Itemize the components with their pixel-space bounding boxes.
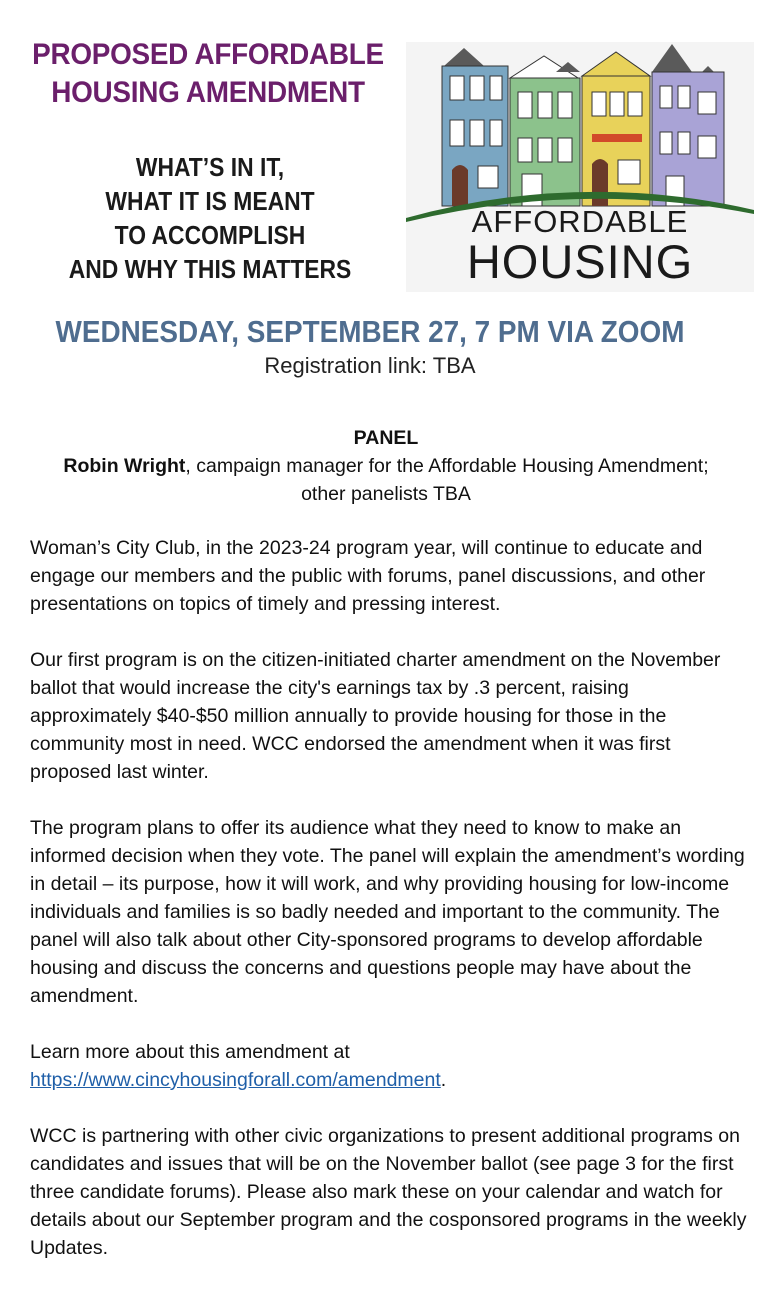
logo-text-affordable: AFFORDABLE bbox=[471, 204, 689, 239]
article-body bbox=[30, 534, 750, 1290]
paragraph-learn-more bbox=[30, 1038, 750, 1094]
paragraph-partnering: WCC is partnering with other civic organizations to present additional programs on candidates and issues that will be on the November ballot (see page 3 for the first three candidate forums). Please also mark these on your calendar and watch for details about our September program and the cosponsored programs in the weekly Updates. bbox=[30, 1125, 747, 1259]
house-yellow-icon bbox=[582, 52, 650, 206]
speaker-role: , campaign manager for the Affordable Housing Amendment; bbox=[185, 455, 709, 477]
paragraph-program-plans: The program plans to offer its audience what they need to know to make an informed decision when they vote. The panel will explain the amendment’s wording in detail – its purpose, how it will work, and why providing housing for low-income individuals and families is so badly needed and important to the community. The panel will also talk about other City-sponsored programs to develop affordable housing and discuss the concerns and questions people may have about the amendment. bbox=[30, 817, 745, 1007]
affordable-housing-logo bbox=[406, 42, 754, 292]
panel-others: other panelists TBA bbox=[301, 483, 471, 505]
subtitle-line-2: WHAT IT IS MEANT bbox=[105, 186, 315, 216]
panel-heading: PANEL bbox=[353, 427, 419, 449]
house-blue-icon bbox=[442, 48, 508, 206]
learn-more-suffix: . bbox=[440, 1069, 447, 1091]
learn-more-prefix: Learn more about this amendment at bbox=[30, 1041, 350, 1063]
panel-section bbox=[20, 424, 752, 508]
event-date: WEDNESDAY, SEPTEMBER 27, 7 PM VIA ZOOM bbox=[55, 314, 685, 349]
panel-speaker bbox=[20, 452, 752, 480]
registration-info: Registration link: TBA bbox=[264, 353, 476, 378]
subtitle-line-3: TO ACCOMPLISH bbox=[114, 220, 306, 250]
title-line-1: PROPOSED AFFORDABLE bbox=[32, 38, 384, 71]
logo-text-housing: HOUSING bbox=[466, 235, 694, 288]
paragraph-intro: Woman’s City Club, in the 2023-24 program year, will continue to educate and engage our members and the public with forums, panel discussions, and other presentations on topics of timely and pressing interest. bbox=[30, 537, 706, 615]
speaker-name: Robin Wright bbox=[63, 455, 186, 477]
subtitle-line-1: WHAT’S IN IT, bbox=[135, 152, 285, 182]
subtitle bbox=[60, 150, 359, 286]
subtitle-line-4: AND WHY THIS MATTERS bbox=[68, 254, 352, 284]
paragraph-first-program: Our first program is on the citizen-initiated charter amendment on the November ballot that would increase the city's earnings tax by .3 percent, raising approximately $40-$50 million annually to provide housing for those in the community most in need. WCC endorsed the amendment when it was first proposed last winter. bbox=[30, 649, 721, 783]
page-title bbox=[31, 36, 384, 112]
title-line-2: HOUSING AMENDMENT bbox=[51, 76, 365, 109]
house-green-icon bbox=[510, 56, 580, 206]
amendment-link[interactable]: https://www.cincyhousingforall.com/amendment bbox=[30, 1069, 441, 1091]
